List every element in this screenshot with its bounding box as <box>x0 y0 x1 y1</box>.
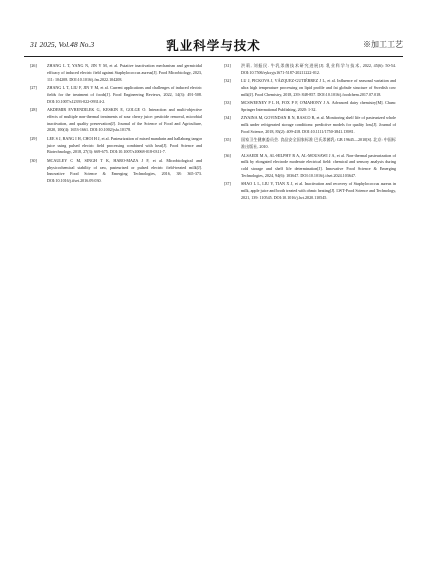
reference-number: [28] <box>30 106 37 112</box>
reference-item <box>224 100 396 114</box>
section-label: ※加工工艺 <box>363 40 403 49</box>
reference-column-right <box>224 63 396 203</box>
reference-number: [27] <box>30 84 37 90</box>
reference-text: MCSWEENEY P L H, FOX P F, O'MAHONY J A. Advanced dairy chemistry[M]. Cham: Springer International Publishing, 2020: 1-32. <box>241 100 396 112</box>
reference-number: [29] <box>30 135 37 141</box>
reference-item <box>30 136 202 156</box>
reference-number: [36] <box>224 152 231 158</box>
journal-title: 乳业科学与技术 <box>166 38 261 53</box>
reference-item <box>30 85 202 105</box>
reference-text: 国家卫生健康委员会. 食品安全国家标准 巴氏杀菌乳: GB 19645—2010[S]. 北京: 中国标准出版社, 2010. <box>241 137 396 150</box>
issue-info: 31 2025, Vol.48 No.3 <box>30 40 95 49</box>
reference-number: [35] <box>224 137 231 143</box>
reference-item <box>30 63 202 83</box>
reference-text: ZHANG L T, YANG N, JIN Y M, et al. Putative inactivation mechanism and germicidal efficacy of induced electric field against Staphylococcus aureus[J]. Food Microbiology, 2023, 111: 104208. DOI:10.1016/j.fm.2022.104208. <box>47 63 202 82</box>
reference-item <box>30 107 202 134</box>
reference-number: [37] <box>224 181 231 187</box>
reference-text: LU J, PICKOVA J, VÁZQUEZ-GUTIÉRREZ J L, et al. Influence of seasonal variation and ultra high temperature processing on lipid profile and fat globule structure of Swedish cow milk[J]. Food Chemistry, 2018, 239: 848-857. DOI:10.1016/j.foodchem.2017.07.018. <box>241 78 396 97</box>
reference-number: [33] <box>224 100 231 106</box>
reference-item <box>30 158 202 185</box>
reference-number: [30] <box>30 157 37 163</box>
reference-item <box>224 78 396 98</box>
reference-item <box>224 181 396 201</box>
reference-text: AKDEMIR EVRENDILEK G, KESKIN E, GOLGE O. Interaction and multi-objective effects of multiple non-thermal treatments of sour cherry juice: pesticide removal, microbial inactivation, and quality preservation[J]. Journal of the Science of Food and Agriculture, 2020, 100(4): 1653-1661. DOI:10.1002/jsfa.10178. <box>47 106 202 133</box>
page-header <box>24 36 403 54</box>
reference-text: ZHANG L T, LIU F, JIN Y M, et al. Current applications and challenges of induced electric fields for the treatment of foods[J]. Food Engineering Reviews, 2022, 14(3): 491-508. DOI:10.1007/s12393-022-09314-2. <box>47 84 202 104</box>
reference-item <box>224 115 396 135</box>
reference-text: ZIYAINA M, GOVINDAN B N, RASCO B, et al. Monitoring shelf life of pasteurized whole milk under refrigerated storage conditions: predictive models for quality loss[J]. Journal of Food Science, 2018, 83(2): 409-418. DOI:10.1111/1750-3841.13981. <box>241 115 396 134</box>
reference-text: MCAULEY C M, SINGH T K, HARO-MAZA J F, et al. Microbiological and physicochemical stability of raw, pasteurised or pulsed electric field-treated milk[J]. Innovative Food Science & Emerging Technologies, 2016, 38: 365-373. DOI:10.1016/j.ifset.2016.09.030. <box>47 157 202 184</box>
reference-number: [32] <box>224 78 231 84</box>
reference-number: [26] <box>30 63 37 68</box>
reference-number: [34] <box>224 115 231 121</box>
reference-text: 洪莉, 刘振民. 牛乳杀菌技术研究进展[J]. 乳业科学与技术, 2022, 45(6): 50-54. DOI:10.7506/rykxyjs1671-5187-20211222-012. <box>241 63 396 75</box>
header-divider <box>24 56 403 57</box>
reference-text: LEE S J, BANG I H, CHOI H J, et al. Pasteurization of mixed mandarin and hallabong tangor juice using pulsed electric field processing combined with heat[J]. Food Science and Biotechnology, 2018, 27(3): 669-675. DOI:10.1007/s10068-018-0311-7. <box>47 135 202 155</box>
reference-item <box>224 153 396 180</box>
reference-text: ALSAEDI M A, AL-HILPHY R A, AL-MOUSAWI J A, et al. Non-thermal pasteurization of milk by elongated electrode moderate electrical field: chemical and sensory analysis during cold storage and shelf life determination[J]. Innovative Food Science & Emerging Technologies, 2024, 94(6): 103647. DOI:10.1016/j.ifset.2024.103647. <box>241 152 396 178</box>
reference-text: SHAO L L, LIU Y, TIAN X J, et al. Inactivation and recovery of Staphylococcus aureus in milk, apple juice and broth treated with ohmic heating[J]. LWT-Food Science and Technology, 2021, 139: 110545. DOI:10.1016/j.lwt.2020.110545. <box>241 181 396 200</box>
reference-item <box>224 63 396 77</box>
reference-number: [31] <box>224 63 231 68</box>
reference-column-left <box>30 63 202 187</box>
reference-item <box>224 137 396 151</box>
